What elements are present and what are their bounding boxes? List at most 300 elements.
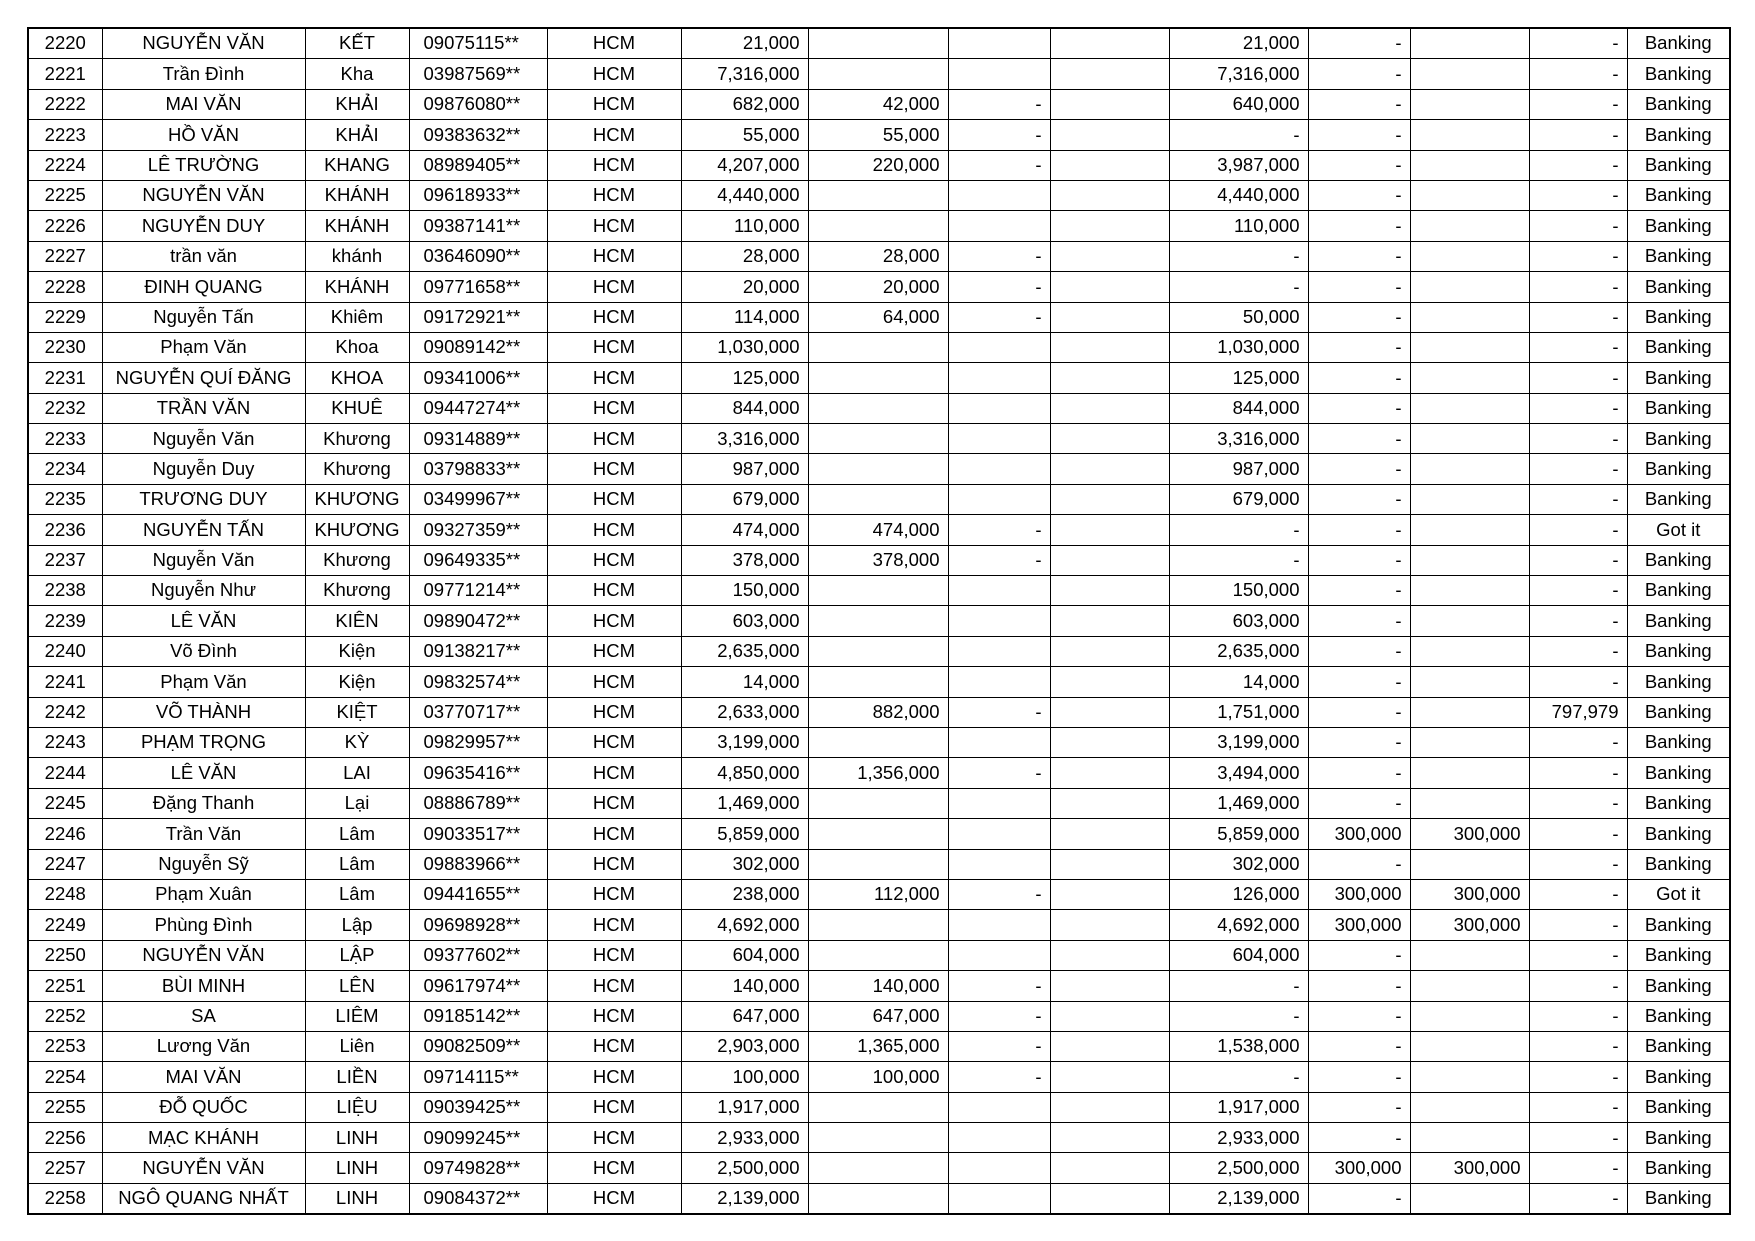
- cell-col11: -: [1308, 302, 1410, 332]
- cell-col7: [808, 727, 948, 757]
- cell-no: 2224: [28, 150, 102, 180]
- cell-col10: 1,917,000: [1169, 1092, 1308, 1122]
- table-row: [28, 1183, 1730, 1214]
- cell-col11: -: [1308, 1062, 1410, 1092]
- cell-col12: [1410, 515, 1529, 545]
- cell-col12: [1410, 241, 1529, 271]
- cell-col9: [1050, 120, 1169, 150]
- cell-col12: 300,000: [1410, 1153, 1529, 1183]
- table-row: [28, 1092, 1730, 1122]
- cell-col11: 300,000: [1308, 879, 1410, 909]
- cell-col13: -: [1529, 940, 1627, 970]
- cell-method: Banking: [1627, 241, 1730, 271]
- cell-col11: -: [1308, 545, 1410, 575]
- cell-col9: [1050, 971, 1169, 1001]
- cell-col10: 2,500,000: [1169, 1153, 1308, 1183]
- table-row: [28, 424, 1730, 454]
- cell-amount: 20,000: [681, 272, 808, 302]
- cell-phone: 09327359**: [409, 515, 547, 545]
- cell-no: 2223: [28, 120, 102, 150]
- cell-col12: [1410, 1123, 1529, 1153]
- cell-amount: 987,000: [681, 454, 808, 484]
- cell-surname: ĐINH QUANG: [102, 272, 305, 302]
- cell-city: HCM: [547, 393, 681, 423]
- cell-col7: 112,000: [808, 879, 948, 909]
- cell-phone: 09876080**: [409, 89, 547, 119]
- cell-given-name: KHÁNH: [305, 211, 409, 241]
- cell-given-name: Kiện: [305, 667, 409, 697]
- cell-col7: 220,000: [808, 150, 948, 180]
- cell-col8: [948, 484, 1050, 514]
- cell-method: Banking: [1627, 576, 1730, 606]
- cell-method: Banking: [1627, 1092, 1730, 1122]
- cell-col7: 55,000: [808, 120, 948, 150]
- cell-col10: -: [1169, 272, 1308, 302]
- cell-col12: [1410, 971, 1529, 1001]
- cell-phone: 09635416**: [409, 758, 547, 788]
- cell-given-name: LẬP: [305, 940, 409, 970]
- cell-col7: [808, 667, 948, 697]
- table-row: [28, 788, 1730, 818]
- cell-given-name: LIỀN: [305, 1062, 409, 1092]
- cell-given-name: Lập: [305, 910, 409, 940]
- cell-surname: Phạm Văn: [102, 332, 305, 362]
- cell-col7: [808, 940, 948, 970]
- cell-amount: 4,440,000: [681, 180, 808, 210]
- cell-no: 2243: [28, 727, 102, 757]
- cell-city: HCM: [547, 484, 681, 514]
- cell-surname: Nguyễn Như: [102, 576, 305, 606]
- cell-amount: 114,000: [681, 302, 808, 332]
- cell-col13: -: [1529, 150, 1627, 180]
- cell-col7: [808, 211, 948, 241]
- cell-col12: [1410, 272, 1529, 302]
- table-row: [28, 758, 1730, 788]
- cell-surname: TRẦN VĂN: [102, 393, 305, 423]
- cell-surname: LÊ TRƯỜNG: [102, 150, 305, 180]
- cell-method: Banking: [1627, 940, 1730, 970]
- cell-col11: -: [1308, 667, 1410, 697]
- cell-col7: 20,000: [808, 272, 948, 302]
- cell-col10: 603,000: [1169, 606, 1308, 636]
- cell-col8: [948, 28, 1050, 59]
- cell-col10: 150,000: [1169, 576, 1308, 606]
- cell-col10: -: [1169, 545, 1308, 575]
- cell-no: 2220: [28, 28, 102, 59]
- cell-col8: -: [948, 758, 1050, 788]
- cell-method: Banking: [1627, 454, 1730, 484]
- cell-no: 2221: [28, 59, 102, 89]
- cell-col13: -: [1529, 606, 1627, 636]
- table-row: [28, 272, 1730, 302]
- cell-col7: [808, 454, 948, 484]
- cell-city: HCM: [547, 515, 681, 545]
- cell-surname: MAI VĂN: [102, 89, 305, 119]
- cell-no: 2250: [28, 940, 102, 970]
- cell-col9: [1050, 606, 1169, 636]
- cell-given-name: KHÁNH: [305, 180, 409, 210]
- cell-col12: [1410, 89, 1529, 119]
- cell-no: 2231: [28, 363, 102, 393]
- cell-no: 2254: [28, 1062, 102, 1092]
- cell-col9: [1050, 545, 1169, 575]
- cell-no: 2237: [28, 545, 102, 575]
- cell-method: Banking: [1627, 971, 1730, 1001]
- cell-phone: 09649335**: [409, 545, 547, 575]
- cell-col12: [1410, 1001, 1529, 1031]
- cell-col13: -: [1529, 332, 1627, 362]
- cell-col9: [1050, 727, 1169, 757]
- cell-city: HCM: [547, 363, 681, 393]
- cell-col13: -: [1529, 424, 1627, 454]
- cell-col13: -: [1529, 636, 1627, 666]
- cell-col9: [1050, 302, 1169, 332]
- cell-col10: 7,316,000: [1169, 59, 1308, 89]
- cell-col12: [1410, 302, 1529, 332]
- cell-col13: -: [1529, 1123, 1627, 1153]
- cell-col8: -: [948, 545, 1050, 575]
- cell-col11: -: [1308, 697, 1410, 727]
- cell-col10: 3,199,000: [1169, 727, 1308, 757]
- table-row: [28, 332, 1730, 362]
- cell-col8: [948, 363, 1050, 393]
- cell-col9: [1050, 454, 1169, 484]
- cell-method: Banking: [1627, 819, 1730, 849]
- cell-surname: Đặng Thanh: [102, 788, 305, 818]
- table-row: [28, 150, 1730, 180]
- cell-phone: 03798833**: [409, 454, 547, 484]
- cell-phone: 09890472**: [409, 606, 547, 636]
- cell-col12: [1410, 211, 1529, 241]
- cell-col8: -: [948, 1062, 1050, 1092]
- cell-col9: [1050, 150, 1169, 180]
- table-row: [28, 1123, 1730, 1153]
- cell-no: 2229: [28, 302, 102, 332]
- cell-col13: -: [1529, 454, 1627, 484]
- table-row: [28, 515, 1730, 545]
- cell-given-name: khánh: [305, 241, 409, 271]
- cell-method: Got it: [1627, 515, 1730, 545]
- cell-col9: [1050, 667, 1169, 697]
- cell-col12: [1410, 1062, 1529, 1092]
- table-row: [28, 180, 1730, 210]
- cell-col12: [1410, 424, 1529, 454]
- cell-col7: 1,356,000: [808, 758, 948, 788]
- cell-amount: 4,850,000: [681, 758, 808, 788]
- cell-city: HCM: [547, 1062, 681, 1092]
- cell-col9: [1050, 636, 1169, 666]
- cell-col7: [808, 1092, 948, 1122]
- cell-col9: [1050, 1092, 1169, 1122]
- cell-method: Banking: [1627, 667, 1730, 697]
- cell-col11: -: [1308, 393, 1410, 423]
- cell-city: HCM: [547, 120, 681, 150]
- cell-given-name: KHƯƠNG: [305, 515, 409, 545]
- cell-col8: [948, 576, 1050, 606]
- cell-col11: -: [1308, 727, 1410, 757]
- table-row: [28, 667, 1730, 697]
- cell-surname: Phùng Đình: [102, 910, 305, 940]
- cell-col11: -: [1308, 150, 1410, 180]
- cell-city: HCM: [547, 545, 681, 575]
- cell-given-name: Lâm: [305, 879, 409, 909]
- cell-col11: -: [1308, 636, 1410, 666]
- cell-col7: [808, 332, 948, 362]
- cell-col13: -: [1529, 971, 1627, 1001]
- cell-col12: [1410, 1031, 1529, 1061]
- cell-col9: [1050, 363, 1169, 393]
- cell-given-name: Khương: [305, 545, 409, 575]
- cell-method: Banking: [1627, 1031, 1730, 1061]
- cell-col11: 300,000: [1308, 1153, 1410, 1183]
- cell-amount: 7,316,000: [681, 59, 808, 89]
- cell-col12: [1410, 1092, 1529, 1122]
- cell-col13: -: [1529, 758, 1627, 788]
- cell-no: 2233: [28, 424, 102, 454]
- cell-surname: trần văn: [102, 241, 305, 271]
- table-row: [28, 363, 1730, 393]
- cell-col10: -: [1169, 971, 1308, 1001]
- cell-col8: [948, 59, 1050, 89]
- cell-col8: -: [948, 150, 1050, 180]
- cell-method: Banking: [1627, 393, 1730, 423]
- cell-given-name: KẾT: [305, 28, 409, 59]
- cell-col11: -: [1308, 211, 1410, 241]
- cell-phone: 09377602**: [409, 940, 547, 970]
- cell-city: HCM: [547, 1183, 681, 1214]
- cell-surname: LÊ VĂN: [102, 606, 305, 636]
- cell-col8: -: [948, 1031, 1050, 1061]
- cell-phone: 09618933**: [409, 180, 547, 210]
- cell-surname: MẠC KHÁNH: [102, 1123, 305, 1153]
- cell-amount: 2,633,000: [681, 697, 808, 727]
- cell-col13: -: [1529, 788, 1627, 818]
- cell-method: Banking: [1627, 272, 1730, 302]
- cell-col7: 882,000: [808, 697, 948, 727]
- cell-method: Banking: [1627, 150, 1730, 180]
- cell-col10: 2,139,000: [1169, 1183, 1308, 1214]
- cell-city: HCM: [547, 272, 681, 302]
- cell-city: HCM: [547, 211, 681, 241]
- cell-col8: [948, 1183, 1050, 1214]
- cell-method: Banking: [1627, 910, 1730, 940]
- cell-method: Banking: [1627, 1153, 1730, 1183]
- cell-method: Banking: [1627, 211, 1730, 241]
- table-row: [28, 819, 1730, 849]
- cell-col12: [1410, 576, 1529, 606]
- cell-amount: 2,500,000: [681, 1153, 808, 1183]
- cell-method: Banking: [1627, 727, 1730, 757]
- table-row: [28, 545, 1730, 575]
- cell-no: 2255: [28, 1092, 102, 1122]
- cell-no: 2248: [28, 879, 102, 909]
- cell-col7: [808, 1183, 948, 1214]
- cell-col8: [948, 332, 1050, 362]
- cell-city: HCM: [547, 59, 681, 89]
- cell-col11: -: [1308, 758, 1410, 788]
- cell-col11: -: [1308, 363, 1410, 393]
- cell-given-name: KHÁNH: [305, 272, 409, 302]
- cell-col8: [948, 940, 1050, 970]
- cell-col10: 14,000: [1169, 667, 1308, 697]
- cell-col10: 679,000: [1169, 484, 1308, 514]
- cell-col8: -: [948, 241, 1050, 271]
- cell-method: Banking: [1627, 302, 1730, 332]
- cell-col13: -: [1529, 667, 1627, 697]
- table-row: [28, 393, 1730, 423]
- cell-no: 2258: [28, 1183, 102, 1214]
- cell-col13: -: [1529, 819, 1627, 849]
- cell-given-name: LINH: [305, 1153, 409, 1183]
- cell-phone: 09084372**: [409, 1183, 547, 1214]
- cell-city: HCM: [547, 180, 681, 210]
- cell-no: 2242: [28, 697, 102, 727]
- cell-given-name: KỲ: [305, 727, 409, 757]
- cell-col13: -: [1529, 1031, 1627, 1061]
- cell-col7: 378,000: [808, 545, 948, 575]
- cell-col12: 300,000: [1410, 879, 1529, 909]
- cell-col11: -: [1308, 424, 1410, 454]
- cell-city: HCM: [547, 727, 681, 757]
- cell-amount: 679,000: [681, 484, 808, 514]
- cell-col11: -: [1308, 454, 1410, 484]
- cell-col13: -: [1529, 59, 1627, 89]
- cell-no: 2226: [28, 211, 102, 241]
- cell-method: Banking: [1627, 758, 1730, 788]
- cell-col8: [948, 727, 1050, 757]
- cell-col7: [808, 1153, 948, 1183]
- cell-col9: [1050, 272, 1169, 302]
- cell-given-name: KIỆT: [305, 697, 409, 727]
- cell-col7: [808, 576, 948, 606]
- cell-col11: -: [1308, 120, 1410, 150]
- cell-phone: 08989405**: [409, 150, 547, 180]
- cell-col12: [1410, 697, 1529, 727]
- cell-given-name: LINH: [305, 1123, 409, 1153]
- cell-surname: Phạm Văn: [102, 667, 305, 697]
- cell-city: HCM: [547, 819, 681, 849]
- cell-surname: NGUYỄN TẤN: [102, 515, 305, 545]
- cell-surname: SA: [102, 1001, 305, 1031]
- cell-col12: [1410, 940, 1529, 970]
- cell-col10: 4,692,000: [1169, 910, 1308, 940]
- cell-col8: [948, 910, 1050, 940]
- cell-col9: [1050, 576, 1169, 606]
- cell-amount: 28,000: [681, 241, 808, 271]
- cell-col12: [1410, 363, 1529, 393]
- table-row: [28, 1001, 1730, 1031]
- cell-col8: [948, 393, 1050, 423]
- table-row: [28, 1153, 1730, 1183]
- cell-phone: 09447274**: [409, 393, 547, 423]
- cell-col8: -: [948, 272, 1050, 302]
- cell-amount: 55,000: [681, 120, 808, 150]
- cell-phone: 03646090**: [409, 241, 547, 271]
- cell-col9: [1050, 940, 1169, 970]
- cell-phone: 09089142**: [409, 332, 547, 362]
- cell-surname: Nguyễn Duy: [102, 454, 305, 484]
- cell-col11: -: [1308, 272, 1410, 302]
- cell-col10: -: [1169, 120, 1308, 150]
- table-row: [28, 971, 1730, 1001]
- cell-col11: -: [1308, 180, 1410, 210]
- cell-col8: -: [948, 1001, 1050, 1031]
- cell-col7: 100,000: [808, 1062, 948, 1092]
- cell-amount: 14,000: [681, 667, 808, 697]
- cell-col9: [1050, 1183, 1169, 1214]
- cell-col12: [1410, 393, 1529, 423]
- cell-city: HCM: [547, 241, 681, 271]
- cell-no: 2236: [28, 515, 102, 545]
- cell-phone: 03499967**: [409, 484, 547, 514]
- cell-col13: -: [1529, 363, 1627, 393]
- cell-no: 2228: [28, 272, 102, 302]
- table-row: [28, 1031, 1730, 1061]
- cell-amount: 603,000: [681, 606, 808, 636]
- cell-surname: LÊ VĂN: [102, 758, 305, 788]
- cell-col13: -: [1529, 545, 1627, 575]
- table-row: [28, 727, 1730, 757]
- cell-phone: 09341006**: [409, 363, 547, 393]
- cell-surname: NGUYỄN VĂN: [102, 1153, 305, 1183]
- table-row: [28, 241, 1730, 271]
- cell-given-name: LAI: [305, 758, 409, 788]
- cell-col11: -: [1308, 1092, 1410, 1122]
- cell-method: Banking: [1627, 120, 1730, 150]
- cell-col11: -: [1308, 1183, 1410, 1214]
- cell-col9: [1050, 484, 1169, 514]
- cell-city: HCM: [547, 667, 681, 697]
- cell-col10: 2,635,000: [1169, 636, 1308, 666]
- cell-no: 2256: [28, 1123, 102, 1153]
- cell-city: HCM: [547, 849, 681, 879]
- cell-col9: [1050, 1153, 1169, 1183]
- cell-col9: [1050, 211, 1169, 241]
- cell-amount: 4,207,000: [681, 150, 808, 180]
- cell-city: HCM: [547, 424, 681, 454]
- cell-city: HCM: [547, 1123, 681, 1153]
- cell-city: HCM: [547, 971, 681, 1001]
- cell-surname: Nguyễn Văn: [102, 545, 305, 575]
- cell-col7: [808, 1123, 948, 1153]
- table-row: [28, 211, 1730, 241]
- cell-method: Banking: [1627, 788, 1730, 818]
- cell-city: HCM: [547, 606, 681, 636]
- cell-city: HCM: [547, 1153, 681, 1183]
- cell-given-name: Lâm: [305, 819, 409, 849]
- cell-col9: [1050, 28, 1169, 59]
- cell-col10: 110,000: [1169, 211, 1308, 241]
- cell-amount: 100,000: [681, 1062, 808, 1092]
- cell-no: 2225: [28, 180, 102, 210]
- cell-col12: [1410, 150, 1529, 180]
- cell-amount: 5,859,000: [681, 819, 808, 849]
- cell-surname: Trần Đình: [102, 59, 305, 89]
- cell-col8: -: [948, 515, 1050, 545]
- cell-city: HCM: [547, 940, 681, 970]
- cell-amount: 474,000: [681, 515, 808, 545]
- cell-col8: [948, 788, 1050, 818]
- cell-method: Banking: [1627, 849, 1730, 879]
- cell-col13: -: [1529, 1183, 1627, 1214]
- cell-amount: 647,000: [681, 1001, 808, 1031]
- cell-surname: NGUYỄN VĂN: [102, 180, 305, 210]
- cell-col12: [1410, 849, 1529, 879]
- cell-phone: 09172921**: [409, 302, 547, 332]
- cell-col10: 3,494,000: [1169, 758, 1308, 788]
- cell-given-name: Khương: [305, 576, 409, 606]
- cell-surname: Nguyễn Tấn: [102, 302, 305, 332]
